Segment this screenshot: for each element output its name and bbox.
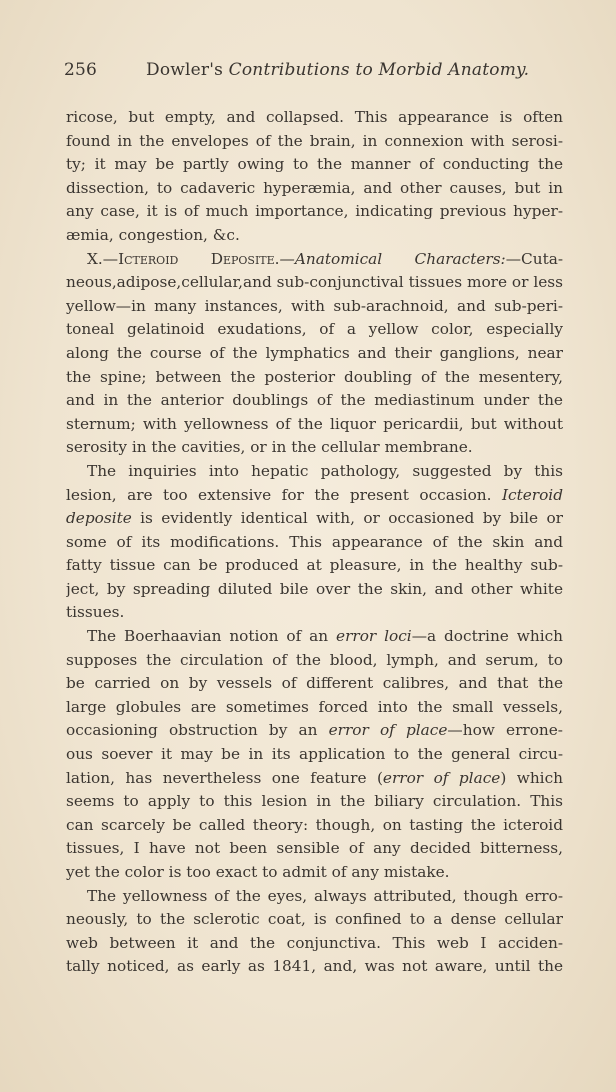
text-line: neously, to the sclerotic coat, is confined to a dense cellular (66, 910, 563, 929)
line-text: lesion, are too extensive for the present occasion. (66, 485, 502, 504)
text-line: sternum; with yellowness of the liquor pericardii, but without (66, 414, 563, 433)
text-line: any case, it is of much importance, indicating previous hyper- (66, 202, 563, 221)
italic-text: error of place (328, 721, 448, 740)
text-line: yellow—in many instances, with sub-arachnoid, and sub-peri- (66, 296, 563, 315)
line-text: —how errone- (447, 721, 563, 740)
text-line: seems to apply to this lesion in the biliary circulation. This (66, 792, 563, 811)
line-text: lation, has nevertheless one feature ( (66, 768, 383, 787)
text-line: be carried on by vessels of different calibres, and that the (66, 674, 563, 693)
text-line (66, 248, 563, 272)
text-line: along the course of the lymphatics and their ganglions, near (66, 343, 563, 362)
text-line: ject, by spreading diluted bile over the skin, and other white (66, 579, 563, 598)
section-heading: Icteroid Deposite. (118, 249, 280, 268)
text-line: The yellowness of the eyes, always attributed, though erro- (87, 886, 563, 905)
text-line: neous,adipose,cellular,and sub-conjunctival tissues more or less (66, 273, 563, 292)
text-line: yet the color is too exact to admit of any mistake. (66, 863, 450, 881)
text-line: fatty tissue can be produced at pleasure, in the healthy sub- (66, 556, 563, 575)
text-line: web between it and the conjunctiva. This web I acciden- (66, 933, 563, 952)
running-title-work: Contributions to Morbid Anatomy. (228, 60, 530, 80)
line-text: —a doctrine which (411, 627, 563, 646)
text-line: æmia, congestion, &c. (66, 225, 240, 244)
text-line: found in the envelopes of the brain, in connexion with serosi- (66, 131, 563, 150)
line-text: is evidently identical with, or occasioned by bile or (131, 509, 563, 528)
italic-text: error of place (382, 768, 501, 787)
italic-text: —Anatomical Characters: (279, 249, 506, 268)
line-text: X.— (87, 249, 119, 268)
text-line: toneal gelatinoid exudations, of a yellow color, especially (66, 320, 563, 339)
text-line: dissection, to cadaveric hyperæmia, and other causes, but in (66, 178, 563, 197)
text-line: tissues, I have not been sensible of any decided bitterness, (66, 839, 563, 858)
text-line: ricose, but empty, and collapsed. This appearance is often (66, 108, 563, 126)
text-line: and in the anterior doublings of the mediastinum under the (66, 391, 563, 410)
text-line (66, 767, 563, 791)
text-line (66, 625, 563, 649)
text-line: some of its modifications. This appearance of the skin and (66, 532, 563, 551)
text-line (66, 719, 563, 743)
italic-text: error loci (336, 627, 412, 646)
text-line: supposes the circulation of the blood, lymph, and serum, to (66, 650, 563, 669)
page-number: 256 (64, 60, 98, 80)
body-text (66, 106, 563, 979)
text-line: tally noticed, as early as 1841, and, was not aware, until the (66, 957, 563, 976)
text-line: serosity in the cavities, or in the cellular membrane. (66, 438, 473, 457)
text-line: the spine; between the posterior doubling of the mesentery, (66, 367, 563, 386)
line-text: occasioning obstruction by an (66, 721, 329, 740)
running-title (146, 60, 529, 80)
line-text: —Cuta- (505, 249, 563, 268)
text-line: The inquiries into hepatic pathology, suggested by this (87, 461, 563, 480)
italic-text: Icteroid (501, 485, 563, 504)
text-line: large globules are sometimes forced into the small vessels, (66, 697, 563, 716)
line-text: ) which (500, 768, 563, 787)
text-line (66, 484, 563, 508)
text-line: ous soever it may be in its application to the general circu- (66, 745, 563, 764)
line-text: The Boerhaavian notion of an (87, 627, 337, 646)
running-title-author: Dowler's (146, 60, 224, 80)
text-line: can scarcely be called theory: though, on tasting the icteroid (66, 815, 563, 834)
text-line: tissues. (66, 603, 125, 622)
text-line: ty; it may be partly owing to the manner of conducting the (66, 155, 563, 174)
italic-text: deposite (66, 509, 132, 528)
text-line (66, 507, 563, 531)
